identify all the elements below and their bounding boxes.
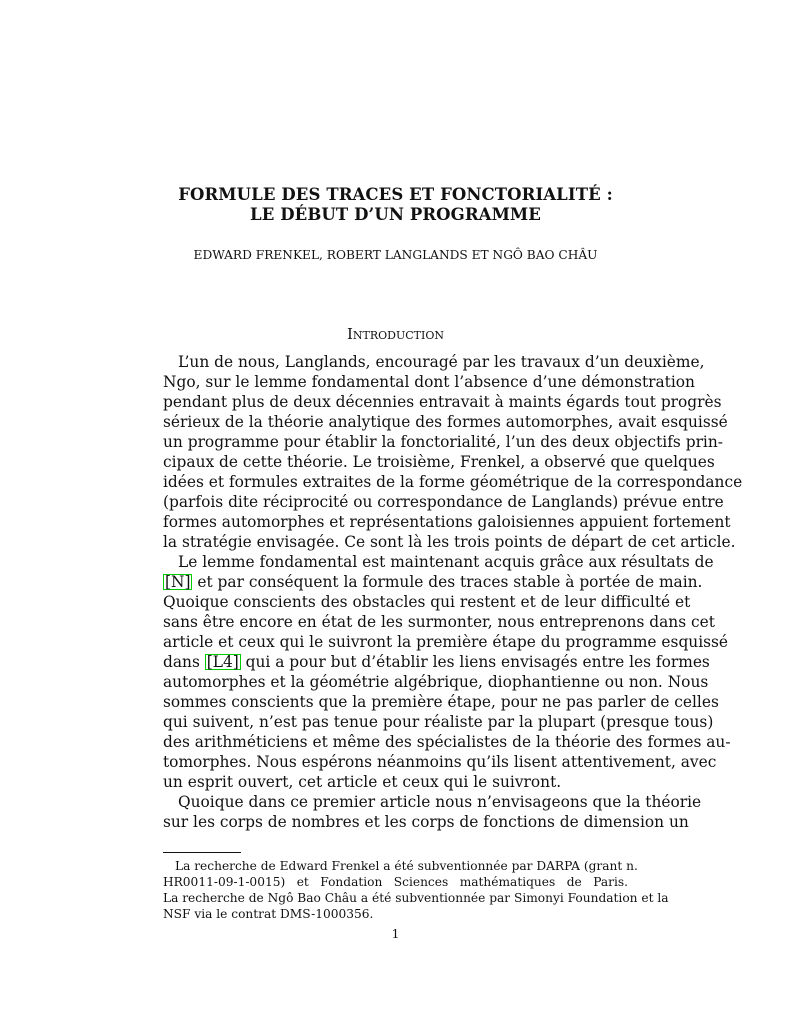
author-list: EDWARD FRENKEL, ROBERT LANGLANDS ET NGÔ BAO CHÂU (193, 248, 598, 262)
paragraph-2-line-2-text: et par conséquent la formule des traces stable à portée de main. (192, 573, 703, 591)
paragraph-2-line-3: Quoique conscients des obstacles qui restent et de leur difficulté et (163, 593, 691, 611)
paragraph-1-line-5: un programme pour établir la fonctorialité, l’un des deux objectifs prin- (163, 433, 723, 451)
paper-title (0, 185, 791, 225)
paragraph-3-line-1: Quoique dans ce premier article nous n’envisageons que la théorie (178, 793, 702, 811)
paragraph-1-line-9: formes automorphes et représentations galoisiennes appuient fortement (163, 513, 731, 531)
paragraph-2-line-12: un esprit ouvert, cet article et ceux qui le suivront. (163, 773, 562, 791)
paragraph-2-line-2 (163, 572, 703, 592)
citation-link-l4[interactable]: [L4] (206, 653, 239, 671)
paragraph-2-line-11: tomorphes. Nous espérons néanmoins qu’ils lisent attentivement, avec (163, 753, 717, 771)
paragraph-2-line-6 (163, 652, 710, 672)
paragraph-2-line-5: article et ceux qui le suivront la première étape du programme esquissé (163, 633, 729, 651)
paragraph-2-line-8: sommes conscients que la première étape, pour ne pas parler de celles (163, 693, 719, 711)
paragraph-3-line-2: sur les corps de nombres et les corps de fonctions de dimension un (163, 813, 689, 831)
paragraph-1-line-7: idées et formules extraites de la forme géométrique de la correspondance (163, 473, 743, 491)
title-line-2: LE DÉBUT D’UN PROGRAMME (250, 205, 541, 224)
footnote-line-2: HR0011-09-1-0015) et Fondation Sciences mathématiques de Paris. (163, 875, 628, 889)
footnote-line-4: NSF via le contrat DMS-1000356. (163, 907, 374, 921)
paragraph-2-line-4: sans être encore en état de les surmonter, nous entreprenons dans cet (163, 613, 715, 631)
paragraph-2-line-6-text: qui a pour but d’établir les liens envisagés entre les formes (240, 653, 710, 671)
footnote-line-3: La recherche de Ngô Bao Châu a été subventionnée par Simonyi Foundation et la (163, 891, 669, 905)
paragraph-2-line-10: des arithméticiens et même des spécialistes de la théorie des formes au- (163, 733, 731, 751)
paragraph-1-line-3: pendant plus de deux décennies entravait à maints égards tout progrès (163, 393, 722, 411)
paragraph-1-line-2: Ngo, sur le lemme fondamental dont l’absence d’une démonstration (163, 373, 695, 391)
citation-link-n[interactable]: [N] (165, 573, 191, 591)
paragraph-2-line-9: qui suivent, n’est pas tenue pour réaliste par la plupart (presque tous) (163, 713, 714, 731)
paragraph-1-line-4: sérieux de la théorie analytique des formes automorphes, avait esquissé (163, 413, 728, 431)
section-heading: Introduction (346, 325, 445, 343)
page-number: 1 (391, 927, 400, 941)
footnote-line-1: La recherche de Edward Frenkel a été subventionnée par DARPA (grant n. (175, 859, 638, 873)
paragraph-1-line-10: la stratégie envisagée. Ce sont là les trois points de départ de cet article. (163, 533, 736, 551)
paragraph-2-line-6-prefix: dans (163, 653, 205, 671)
footnote-rule (163, 852, 241, 853)
paragraph-1-line-1: L’un de nous, Langlands, encouragé par les travaux d’un deuxième, (178, 353, 705, 371)
title-line-1: FORMULE DES TRACES ET FONCTORIALITÉ : (178, 185, 613, 204)
paragraph-1-line-8: (parfois dite réciprocité ou correspondance de Langlands) prévue entre (163, 493, 724, 511)
paragraph-2-line-7: automorphes et la géométrie algébrique, diophantienne ou non. Nous (163, 673, 709, 691)
paragraph-1-line-6: cipaux de cette théorie. Le troisième, Frenkel, a observé que quelques (163, 453, 715, 471)
paragraph-2-line-1: Le lemme fondamental est maintenant acquis grâce aux résultats de (178, 553, 714, 571)
